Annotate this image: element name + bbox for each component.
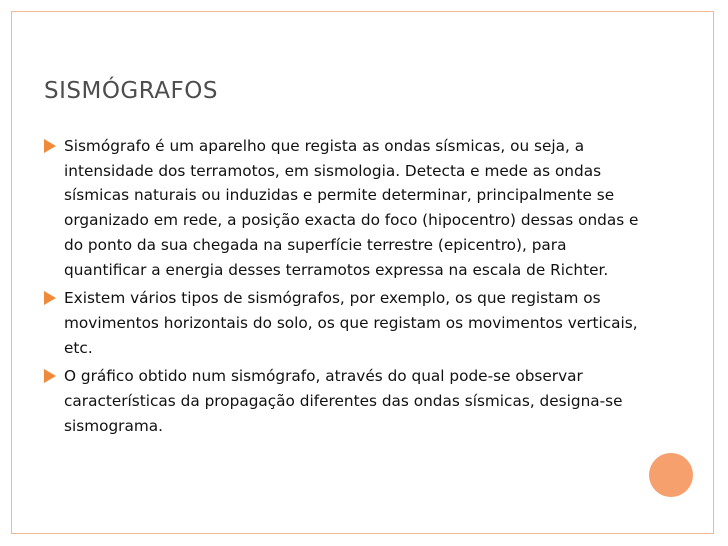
bullet-text: O gráfico obtido num sismógrafo, através do qual pode-se observar características da propagação diferentes das ondas sísmicas, designa-se sismograma. [64, 367, 623, 435]
decorative-circle [649, 453, 693, 497]
bullet-text: Existem vários tipos de sismógrafos, por exemplo, os que registam os movimentos horizontais do solo, os que registam os movimentos verticais, etc. [64, 289, 638, 357]
bullet-text: Sismógrafo é um aparelho que regista as ondas sísmicas, ou seja, a intensidade dos terramotos, em sismologia. Detecta e mede as ondas sísmicas naturais ou induzidas e permite determinar, principalmente se organizado em rede, a posição exacta do foco (hipocentro) dessas ondas e do ponto da sua chegada na superfície terrestre (epicentro), para quantificar a energia desses terramotos expressa na escala de Richter. [64, 137, 639, 279]
triangle-bullet-icon [44, 139, 56, 153]
triangle-bullet-icon [44, 291, 56, 305]
triangle-bullet-icon [44, 369, 56, 383]
bullet-list [44, 134, 644, 442]
bullet-item [44, 134, 644, 282]
bullet-item [44, 286, 644, 360]
slide-title: SISMÓGRAFOS [44, 78, 218, 104]
bullet-item [44, 364, 644, 438]
